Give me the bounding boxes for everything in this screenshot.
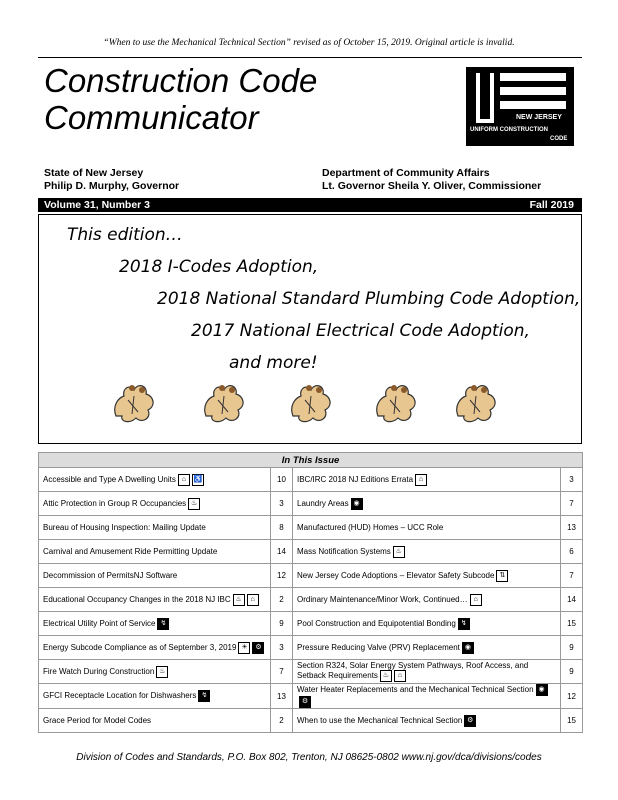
building-icon: ⌂ [247,594,259,606]
toc-entry-r[interactable] [293,660,561,684]
oak-leaf-ornament-icon [370,378,422,426]
toc-row [39,564,583,588]
toc-page-number: 7 [561,492,583,516]
toc-page-number: 14 [271,540,293,564]
toc-page-number: 12 [561,684,583,709]
feature-line-3: 2018 National Standard Plumbing Code Adoption, [157,289,581,309]
department-info [322,167,541,193]
toc-entry-l[interactable] [39,636,271,660]
toc-entry-r[interactable] [293,516,561,540]
toc-title: Attic Protection in Group R Occupancies [43,498,187,508]
electrical-icon: ↯ [198,690,210,702]
toc-title: Ordinary Maintenance/Minor Work, Continued… [297,594,468,604]
toc-title: Energy Subcode Compliance as of September 3, 2019 [43,642,237,652]
toc-title: Pool Construction and Equipotential Bonding [297,618,456,628]
building-icon: ⌂ [178,474,190,486]
toc-page-number: 3 [561,468,583,492]
toc-entry-l[interactable] [39,588,271,612]
toc-title: IBC/IRC 2018 NJ Editions Errata [297,474,414,484]
state-info [44,167,179,193]
in-this-issue-table [38,452,583,733]
toc-title: GFCI Receptacle Location for Dishwashers [43,691,197,701]
toc-title: Fire Watch During Construction [43,666,155,676]
revision-notice: “When to use the Mechanical Technical Section” revised as of October 15, 2019. Original article is invalid. [103,38,515,48]
toc-entry-l[interactable] [39,516,271,540]
toc-page-number: 13 [271,684,293,709]
toc-row [39,588,583,612]
toc-title: Pressure Reducing Valve (PRV) Replacement [297,642,460,652]
toc-row [39,492,583,516]
department-name: Department of Community Affairs [322,167,490,179]
toc-entry-l[interactable] [39,660,271,684]
toc-entry-l[interactable] [39,468,271,492]
toc-row [39,660,583,684]
fire-icon: ♨ [156,666,168,678]
toc-page-number: 13 [561,516,583,540]
building-icon: ⌂ [415,474,427,486]
electrical-icon: ↯ [157,618,169,630]
mechanical-icon: ⚙ [252,642,264,654]
toc-page-number: 2 [271,709,293,733]
commissioner-name: Lt. Governor Sheila Y. Oliver, Commissioner [322,180,542,192]
toc-entry-l[interactable] [39,709,271,733]
feature-line-4: 2017 National Electrical Code Adoption, [191,321,530,341]
toc-title: New Jersey Code Adoptions – Elevator Safety Subcode [297,570,495,580]
logo-text-nj: NEW JERSEY [516,114,562,121]
mechanical-icon: ⚙ [299,696,311,708]
toc-page-number: 14 [561,588,583,612]
ucc-logo [466,67,574,146]
toc-entry-r[interactable] [293,709,561,733]
toc-title: Mass Notification Systems [297,546,391,556]
oak-leaf-ornament-icon [108,378,160,426]
toc-entry-r[interactable] [293,468,561,492]
toc-title: Grace Period for Model Codes [43,716,152,725]
oak-leaf-ornament-icon [285,378,337,426]
feature-line-1: This edition… [67,225,183,245]
volume-label: Volume 31, Number 3 [44,199,151,211]
state-name: State of New Jersey [44,167,144,179]
oak-leaf-ornament-icon [198,378,250,426]
toc-page-number: 7 [271,660,293,684]
toc-row [39,540,583,564]
feature-line-5: and more! [229,353,318,373]
mechanical-icon: ⚙ [464,715,476,727]
logo-text-ucc: UNIFORM CONSTRUCTION [470,127,548,133]
toc-title: Accessible and Type A Dwelling Units [43,474,176,484]
logo-text-code: CODE [550,136,568,142]
toc-entry-r[interactable] [293,540,561,564]
toc-row [39,636,583,660]
toc-entry-l[interactable] [39,564,271,588]
toc-page-number: 2 [271,588,293,612]
toc-page-number: 3 [271,636,293,660]
toc-row [39,709,583,733]
toc-page-number: 9 [271,612,293,636]
toc-entry-l[interactable] [39,492,271,516]
toc-title: Educational Occupancy Changes in the 2018 NJ IBC [43,594,231,604]
toc-heading: In This Issue [39,453,583,468]
fire-icon: ♨ [393,546,405,558]
toc-entry-l[interactable] [39,612,271,636]
toc-page-number: 10 [271,468,293,492]
toc-page-number: 9 [561,636,583,660]
toc-page-number: 6 [561,540,583,564]
plumbing-icon: ◉ [536,684,548,696]
building-icon: ⌂ [394,670,406,682]
toc-title: Carnival and Amusement Ride Permitting Update [43,547,218,556]
toc-entry-r[interactable] [293,636,561,660]
toc-entry-r[interactable] [293,588,561,612]
toc-row [39,516,583,540]
elevator-icon: ⇅ [496,570,508,582]
fire-icon: ♨ [233,594,245,606]
toc-page-number: 15 [561,709,583,733]
plumbing-icon: ◉ [462,642,474,654]
toc-title: Decommission of PermitsNJ Software [43,571,178,580]
toc-title: Manufactured (HUD) Homes – UCC Role [297,523,444,532]
toc-entry-r[interactable] [293,564,561,588]
title-line-2: Communicator [44,99,259,136]
toc-title: Water Heater Replacements and the Mechanical Technical Section [297,685,534,695]
toc-entry-l[interactable] [39,540,271,564]
toc-page-number: 7 [561,564,583,588]
oak-leaf-ornament-icon [450,378,502,426]
toc-title: Bureau of Housing Inspection: Mailing Update [43,523,206,532]
toc-page-number: 12 [271,564,293,588]
electrical-icon: ↯ [458,618,470,630]
toc-title: When to use the Mechanical Technical Section [297,715,463,725]
toc-entry-r[interactable] [293,612,561,636]
governor-name: Philip D. Murphy, Governor [44,180,180,192]
accessibility-icon: ♿ [192,474,204,486]
title-line-1: Construction Code [44,62,318,99]
ucc-logo-mark [466,67,574,146]
toc-row [39,468,583,492]
toc-row [39,684,583,709]
plumbing-icon: ◉ [351,498,363,510]
toc-entry-r[interactable] [293,684,561,709]
footer-address: Division of Codes and Standards, P.O. Box 802, Trenton, NJ 08625-0802 www.nj.gov/dca/divisions/codes [76,752,542,763]
toc-entry-l[interactable] [39,684,271,709]
toc-body [39,468,583,733]
toc-row [39,612,583,636]
toc-entry-r[interactable] [293,492,561,516]
toc-page-number: 15 [561,612,583,636]
toc-page-number: 8 [271,516,293,540]
toc-title: Laundry Areas [297,498,349,508]
top-rule [38,57,582,58]
building-icon: ⌂ [470,594,482,606]
ornament-row [0,378,618,428]
fire-icon: ♨ [380,670,392,682]
season-label: Fall 2019 [529,199,574,211]
volume-bar [38,198,582,212]
toc-title: Electrical Utility Point of Service [43,618,156,628]
newsletter-title [44,62,317,136]
toc-page-number: 3 [271,492,293,516]
toc-title: Section R324, Solar Energy System Pathways, Roof Access, and Setback Requirements [297,661,529,681]
feature-line-2: 2018 I-Codes Adoption, [119,257,319,277]
toc-page-number: 9 [561,660,583,684]
fire-icon: ♨ [188,498,200,510]
energy-icon: ☀ [238,642,250,654]
